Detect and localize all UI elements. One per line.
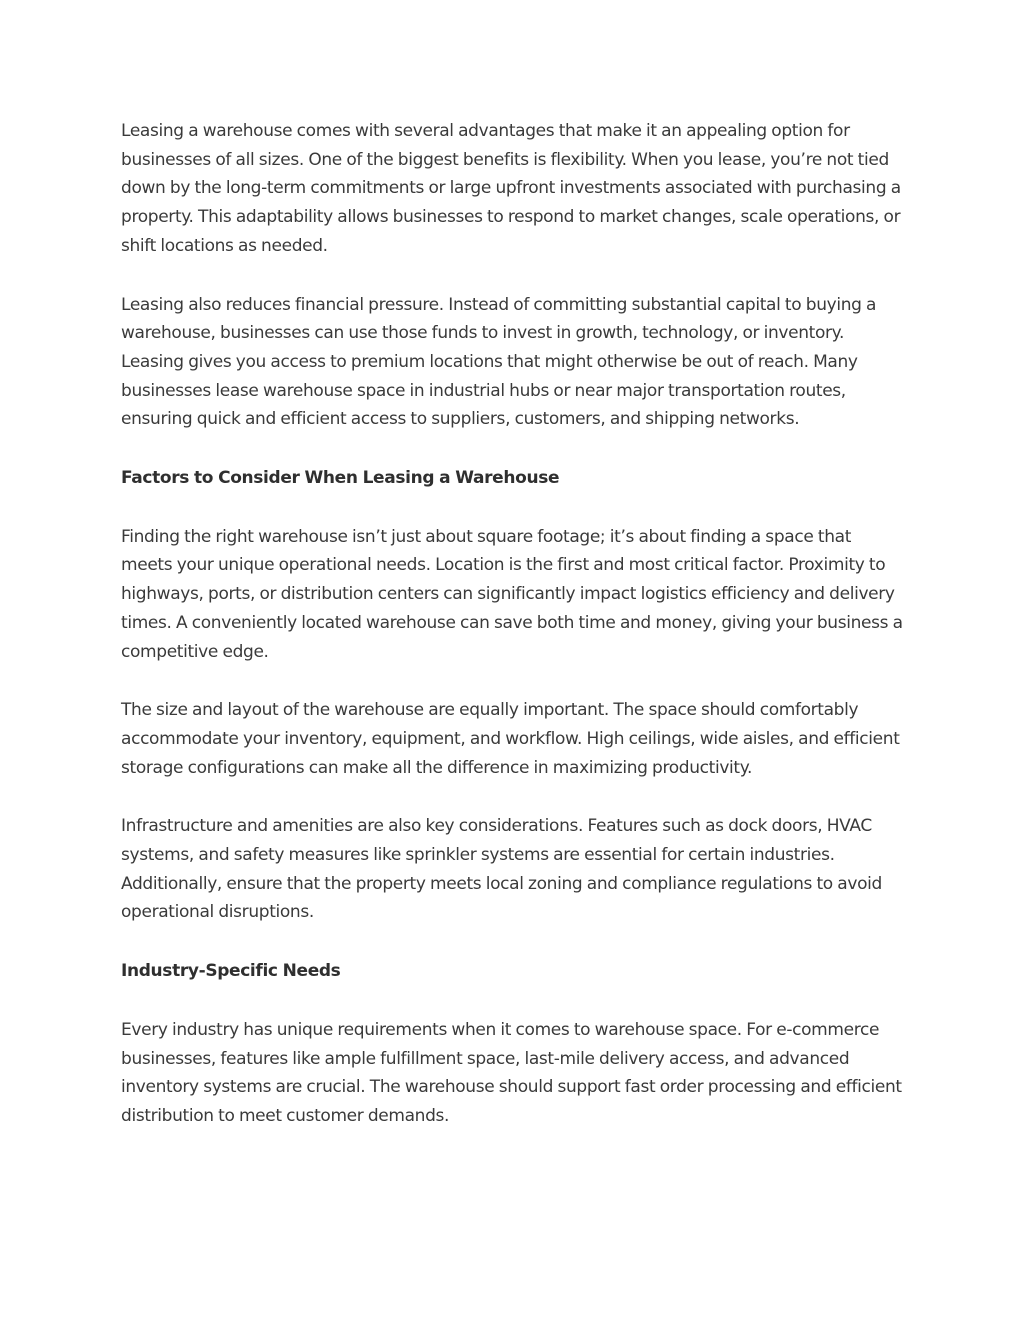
paragraph-ecommerce: Every industry has unique requirements when it comes to warehouse space. For e-commerce businesses, features like ample fulfillment space, last-mile delivery access, and advanced inventory systems are crucial. The warehouse should support fast order processing and efficient distribution to meet customer demands. — [121, 1019, 902, 1126]
document-page — [121, 117, 903, 1161]
paragraph-location: Finding the right warehouse isn’t just about square footage; it’s about finding a space that meets your unique operational needs. Location is the first and most critical factor. Proximity to highways, ports, or distribution centers can significantly impact logistics efficiency and delivery times. A conveniently located warehouse can save both time and money, giving your business a competitive edge. — [121, 526, 903, 662]
paragraph-infrastructure: Infrastructure and amenities are also key considerations. Features such as dock doors, HVAC systems, and safety measures like sprinkler systems are essential for certain industries. Additionally, ensure that the property meets local zoning and compliance regulations to avoid operational disruptions. — [121, 816, 882, 923]
paragraph-size-layout: The size and layout of the warehouse are equally important. The space should comfortably accommodate your inventory, equipment, and workflow. High ceilings, wide aisles, and efficient storage configurations can make all the difference in maximizing productivity. — [121, 700, 900, 778]
paragraph-leasing-advantages: Leasing a warehouse comes with several advantages that make it an appealing option for businesses of all sizes. One of the biggest benefits is flexibility. When you lease, you’re not tied down by the long-term commitments or large upfront investments associated with purchasing a property. This adaptability allows businesses to respond to market changes, scale operations, or shift locations as needed. — [121, 121, 901, 256]
section-heading-factors: Factors to Consider When Leasing a Warehouse — [121, 468, 560, 489]
paragraph-financial-pressure: Leasing also reduces financial pressure. Instead of committing substantial capital to buying a warehouse, businesses can use those funds to invest in growth, technology, or inventory. Leasing gives you access to premium locations that might otherwise be out of reach. Many businesses lease warehouse space in industrial hubs or near major transportation routes, ensuring quick and efficient access to suppliers, customers, and shipping networks. — [121, 294, 877, 430]
section-heading-industry-needs: Industry-Specific Needs — [121, 961, 341, 982]
